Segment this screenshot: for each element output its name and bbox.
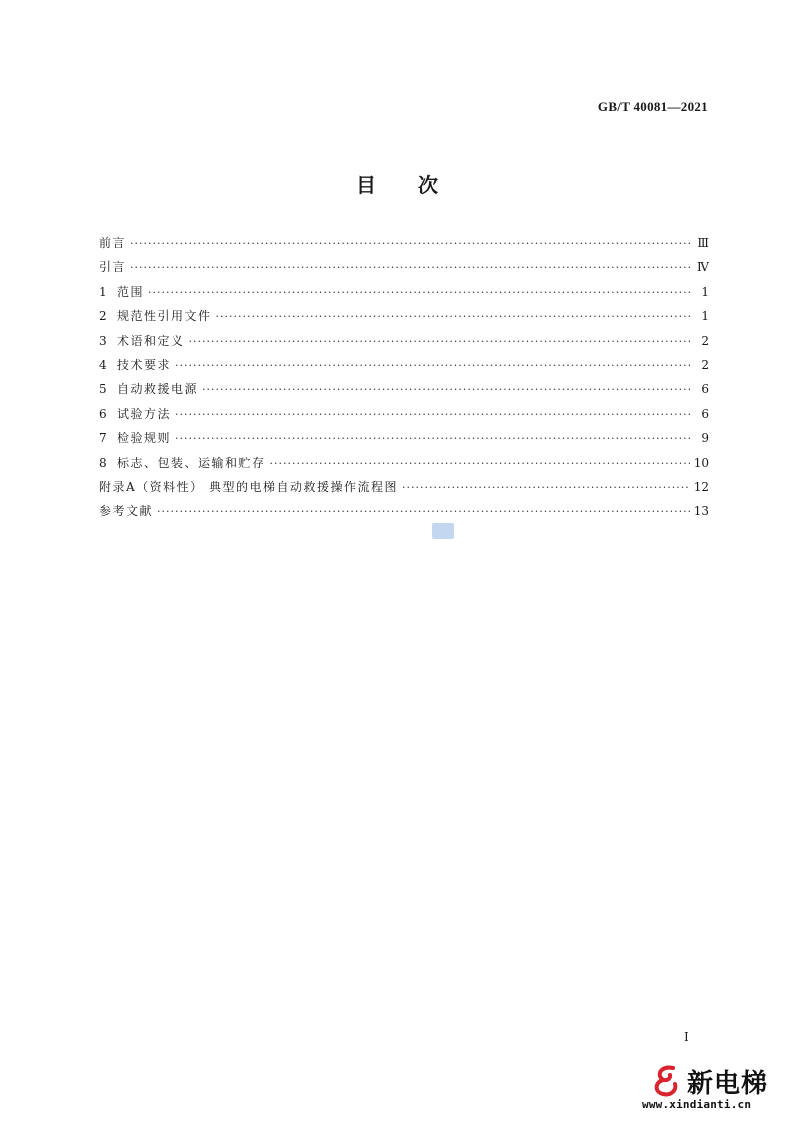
toc-page: 1 bbox=[701, 309, 709, 324]
toc-row-bibliography[interactable] bbox=[99, 499, 709, 523]
toc-leader-dots bbox=[130, 232, 693, 256]
brand-url[interactable]: www.xindianti.cn bbox=[642, 1098, 752, 1111]
toc-page: 13 bbox=[693, 504, 709, 519]
toc-leader-dots bbox=[175, 427, 693, 451]
toc-label: 技术要求 bbox=[117, 357, 172, 372]
toc-page: 1 bbox=[701, 284, 709, 299]
toc-page: 2 bbox=[701, 333, 709, 348]
page-title: 目次 bbox=[356, 173, 480, 197]
toc-row-foreword[interactable] bbox=[99, 231, 709, 255]
toc-leader-dots bbox=[157, 500, 690, 524]
toc-row-introduction[interactable] bbox=[99, 255, 709, 279]
brand-logo-swirl bbox=[657, 1068, 676, 1095]
toc-page: 2 bbox=[701, 357, 709, 372]
toc-page: Ⅳ bbox=[697, 260, 709, 275]
toc-page: 12 bbox=[693, 479, 709, 494]
toc-row-marking-packaging[interactable] bbox=[99, 451, 709, 475]
toc-label: 参考文献 bbox=[99, 504, 154, 519]
toc-label: 标志、包装、运输和贮存 bbox=[117, 455, 266, 470]
toc-label: 范围 bbox=[117, 284, 145, 299]
toc-number: 5 bbox=[99, 382, 107, 397]
toc-page: 6 bbox=[701, 406, 709, 421]
toc-number: 4 bbox=[99, 357, 107, 372]
toc-page: Ⅲ bbox=[697, 236, 709, 250]
toc-leader-dots bbox=[402, 476, 690, 500]
page-number: Ⅰ bbox=[684, 1030, 689, 1044]
toc-row-inspection-rules[interactable] bbox=[99, 426, 709, 450]
toc-row-technical-requirements[interactable] bbox=[99, 353, 709, 377]
toc-label: 前言 bbox=[99, 236, 127, 250]
table-of-contents bbox=[99, 231, 709, 524]
toc-label: 检验规则 bbox=[117, 431, 172, 446]
toc-label: 附录A（资料性） 典型的电梯自动救援操作流程图 bbox=[99, 479, 398, 494]
toc-label: 自动救援电源 bbox=[117, 382, 199, 397]
elevator-brand-icon bbox=[651, 1064, 685, 1098]
toc-leader-dots bbox=[130, 256, 693, 280]
toc-label: 规范性引用文件 bbox=[117, 309, 212, 324]
toc-number: 3 bbox=[99, 333, 107, 348]
toc-leader-dots bbox=[216, 305, 693, 329]
toc-row-appendix-a[interactable] bbox=[99, 475, 709, 499]
toc-number: 1 bbox=[99, 284, 107, 299]
toc-number: 8 bbox=[99, 455, 107, 470]
toc-leader-dots bbox=[270, 452, 690, 476]
sac-watermark-logo bbox=[432, 523, 454, 539]
toc-row-terms-definitions[interactable] bbox=[99, 329, 709, 353]
toc-row-normative-references[interactable] bbox=[99, 304, 709, 328]
toc-leader-dots bbox=[148, 281, 693, 305]
toc-page: 10 bbox=[693, 455, 709, 470]
toc-row-rescue-power[interactable] bbox=[99, 377, 709, 401]
standard-code: GB/T 40081—2021 bbox=[597, 99, 708, 114]
toc-label: 术语和定义 bbox=[117, 333, 185, 348]
toc-label: 引言 bbox=[99, 260, 127, 275]
toc-label: 试验方法 bbox=[117, 406, 172, 421]
toc-number: 6 bbox=[99, 406, 107, 421]
toc-leader-dots bbox=[202, 378, 693, 402]
toc-page: 6 bbox=[701, 382, 709, 397]
toc-leader-dots bbox=[189, 330, 693, 354]
toc-number: 7 bbox=[99, 431, 107, 446]
toc-row-scope[interactable] bbox=[99, 280, 709, 304]
toc-leader-dots bbox=[175, 354, 693, 378]
toc-row-test-methods[interactable] bbox=[99, 402, 709, 426]
brand-name: 新电梯 bbox=[687, 1069, 769, 1099]
toc-leader-dots bbox=[175, 403, 693, 427]
toc-page: 9 bbox=[701, 431, 709, 446]
toc-number: 2 bbox=[99, 309, 107, 324]
